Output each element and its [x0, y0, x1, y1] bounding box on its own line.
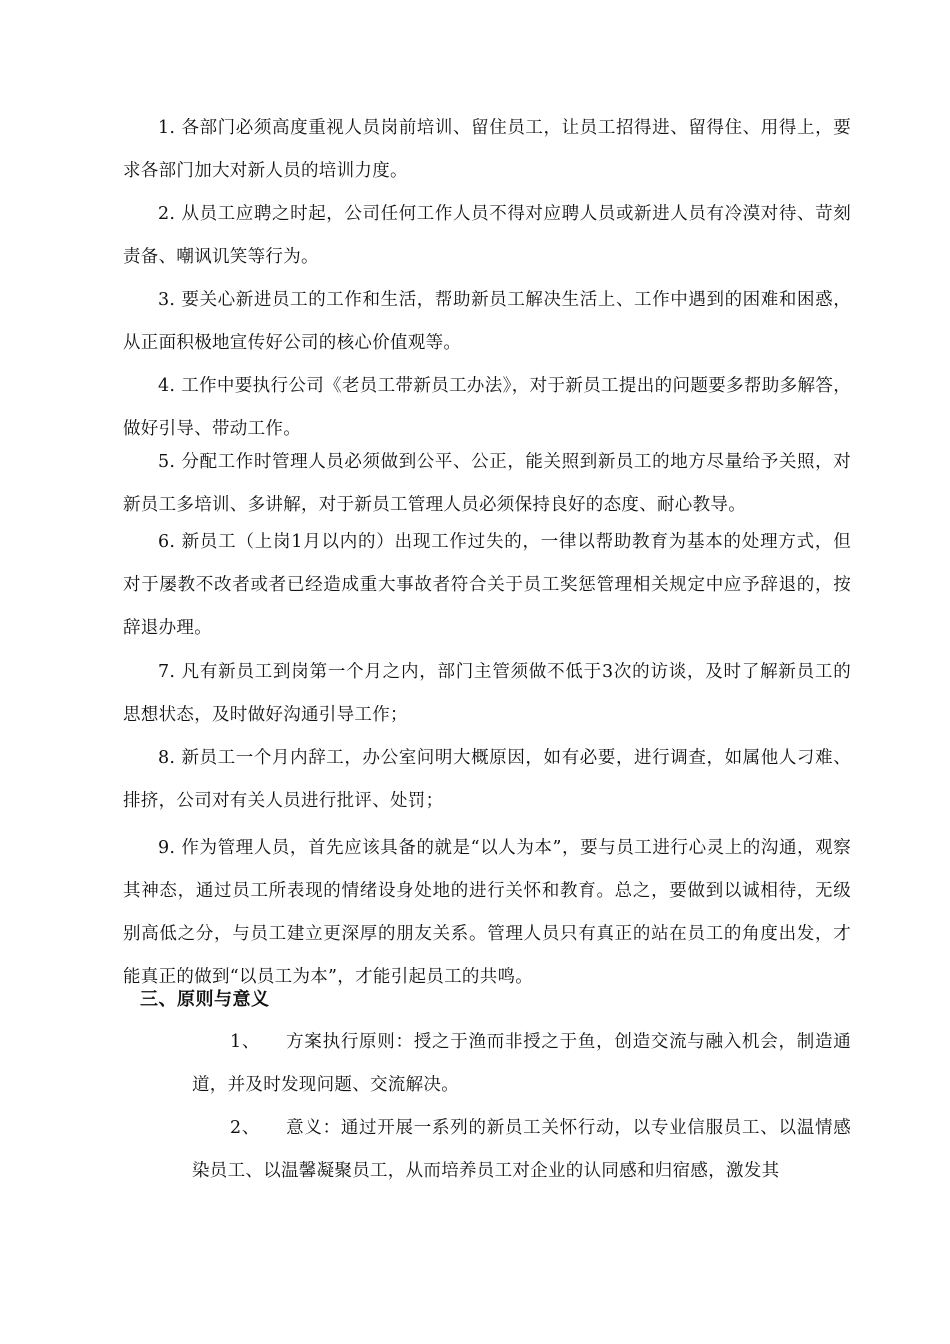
- list-item-6: 6. 新员工（上岗1月以内的）出现工作过失的，一律以帮助教育为基本的处理方式，但对于屡教不改者或者已经造成重大事故者符合关于员工奖惩管理相关规定中应予辞退的，按辞退办理。: [123, 532, 851, 638]
- list-item-3: 3. 要关心新进员工的工作和生活，帮助新员工解决生活上、工作中遇到的困难和困惑，从正面积极地宣传好公司的核心价值观等。: [123, 290, 851, 353]
- section-heading: 三、原则与意义: [140, 989, 270, 1010]
- principle-number-2: 2、: [230, 1118, 261, 1138]
- principle-item-2: [192, 1107, 851, 1193]
- list-item-1: 1. 各部门必须高度重视人员岗前培训、留住员工，让员工招得进、留得住、用得上，要求各部门加大对新人员的培训力度。: [123, 118, 851, 181]
- list-item-7: 7. 凡有新员工到岗第一个月之内，部门主管须做不低于3次的访谈，及时了解新员工的思想状态，及时做好沟通引导工作；: [123, 662, 851, 725]
- list-item-8: 8. 新员工一个月内辞工，办公室问明大概原因，如有必要，进行调查，如属他人刁难、排挤，公司对有关人员进行批评、处罚；: [123, 748, 851, 811]
- principle-text-1: 方案执行原则：授之于渔而非授之于鱼，创造交流与融入机会，制造通道，并及时发现问题、交流解决。: [192, 1032, 851, 1095]
- list-item-2: 2. 从员工应聘之时起，公司任何工作人员不得对应聘人员或新进人员有冷漠对待、苛刻责备、嘲讽讥笑等行为。: [123, 204, 851, 267]
- list-item-5: 5. 分配工作时管理人员必须做到公平、公正，能关照到新员工的地方尽量给予关照，对新员工多培训、多讲解，对于新员工管理人员必须保持良好的态度、耐心教导。: [123, 452, 851, 515]
- principle-item-1: [192, 1021, 851, 1107]
- list-item-4: 4. 工作中要执行公司《老员工带新员工办法》，对于新员工提出的问题要多帮助多解答，做好引导、带动工作。: [123, 376, 851, 439]
- principle-text-2: 意义：通过开展一系列的新员工关怀行动，以专业信服员工、以温情感染员工、以温馨凝聚员工，从而培养员工对企业的认同感和归宿感，激发其: [192, 1118, 851, 1181]
- principle-number-1: 1、: [230, 1032, 261, 1052]
- list-item-9: 9. 作为管理人员，首先应该具备的就是“以人为本”，要与员工进行心灵上的沟通，观察其神态，通过员工所表现的情绪设身处地的进行关怀和教育。总之，要做到以诚相待，无级别高低之分，与员工建立更深厚的朋友关系。管理人员只有真正的站在员工的角度出发，才能真正的做到“以员工为本”，才能引起员工的共鸣。: [123, 838, 851, 987]
